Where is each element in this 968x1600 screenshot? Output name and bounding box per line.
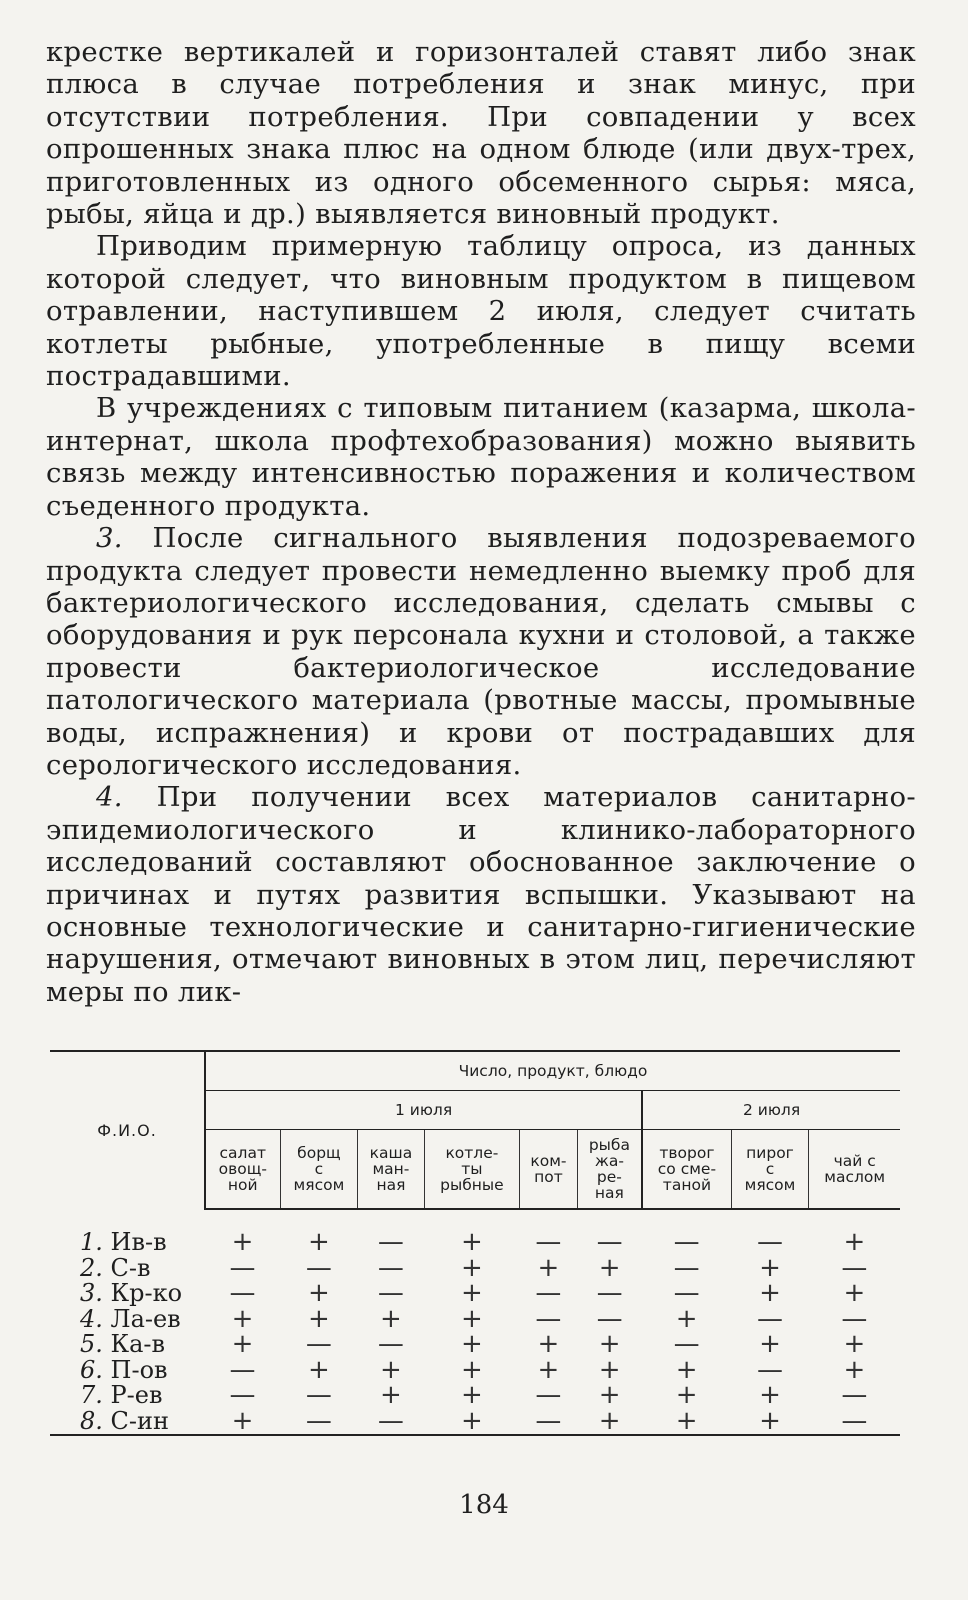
survey-table-wrapper bbox=[50, 1050, 900, 1436]
column-header-line: ная bbox=[376, 1176, 406, 1194]
row-name: С-в bbox=[102, 1253, 151, 1282]
column-header bbox=[280, 1130, 358, 1210]
consumption-mark: — bbox=[535, 1227, 562, 1257]
consumption-mark: + bbox=[598, 1329, 621, 1359]
page-number: 184 bbox=[459, 1490, 509, 1520]
consumption-mark: + bbox=[731, 1409, 809, 1436]
consumption-mark: + bbox=[461, 1380, 483, 1410]
column-header bbox=[642, 1130, 731, 1210]
consumption-mark: — bbox=[673, 1278, 700, 1308]
consumption-mark: + bbox=[598, 1354, 621, 1385]
row-number: 3. bbox=[80, 1279, 103, 1307]
fio-header: Ф.И.О. bbox=[50, 1051, 205, 1209]
consumption-mark: + bbox=[577, 1409, 642, 1436]
consumption-mark: — bbox=[377, 1278, 404, 1308]
paragraph: В учреждениях с типовым питанием (казарма, школа-интернат, школа профтехобразования) можно выявить связь между интенсивностью поражения и количеством съеденного продукта. bbox=[46, 392, 916, 522]
consumption-mark: — bbox=[377, 1252, 404, 1283]
consumption-mark: + bbox=[380, 1303, 402, 1334]
consumption-mark: + bbox=[642, 1409, 731, 1436]
column-header-line: рыбные bbox=[440, 1176, 504, 1194]
table-row bbox=[50, 1281, 900, 1307]
row-number: 5. bbox=[80, 1330, 103, 1358]
table-row bbox=[50, 1332, 900, 1358]
consumption-mark: + bbox=[231, 1329, 254, 1359]
paragraph-text: При получении всех материалов санитарно-эпидемиологического и клинико-лабораторного исследований составляют обоснованное заключение о причинах и путях развития вспышки. Указывают на основные технологические и санитарно-гигиенические нарушения, отмечают виновных в этом лиц, перечисляют меры по лик- bbox=[46, 781, 917, 1008]
column-header bbox=[809, 1130, 900, 1210]
consumption-mark: — bbox=[305, 1252, 332, 1283]
column-header bbox=[205, 1130, 280, 1210]
column-header-line: с bbox=[765, 1160, 775, 1178]
consumption-mark: + bbox=[759, 1252, 781, 1283]
consumption-mark: — bbox=[596, 1278, 623, 1308]
group-header: Число, продукт, блюдо bbox=[205, 1051, 900, 1091]
consumption-mark: — bbox=[305, 1329, 332, 1359]
column-header-line: таной bbox=[662, 1176, 712, 1194]
column-header-line: ре- bbox=[596, 1168, 622, 1186]
person-name bbox=[50, 1332, 205, 1358]
day-1-header: 1 июля bbox=[205, 1091, 642, 1130]
column-header-line: мясом bbox=[744, 1176, 796, 1194]
column-header-line: рыба bbox=[588, 1136, 630, 1154]
consumption-mark: — bbox=[841, 1252, 868, 1283]
paragraph: Приводим примерную таблицу опроса, из данных которой следует, что виновным продуктом в пищевом отравлении, наступившем 2 июля, следует считать котлеты рыбные, употребленные в пищу всеми пострадавшими. bbox=[46, 230, 916, 393]
consumption-mark: — bbox=[535, 1380, 562, 1410]
column-header-line: пирог bbox=[746, 1144, 794, 1162]
consumption-mark: + bbox=[675, 1354, 698, 1385]
consumption-mark: + bbox=[598, 1380, 621, 1410]
column-header-line: каша bbox=[369, 1144, 413, 1162]
column-header-line: мясом bbox=[293, 1176, 345, 1194]
paragraph: крестке вертикалей и горизонталей ставят либо знак плюса в случае потребления и знак минус, при отсутствии потребления. При совпадении у всех опрошенных знака плюс на одном блюде (или двух-трех, приготовленных из одного обсеменного сырья: мяса, рыбы, яйца и др.) выявляется виновный продукт. bbox=[46, 36, 916, 231]
person-name bbox=[50, 1304, 205, 1333]
column-header bbox=[424, 1130, 520, 1210]
column-header-line: котле- bbox=[445, 1144, 499, 1162]
row-name: Кр-ко bbox=[102, 1279, 183, 1307]
consumption-mark: + bbox=[461, 1354, 483, 1385]
consumption-mark: — bbox=[841, 1380, 868, 1410]
consumption-mark: + bbox=[759, 1278, 781, 1308]
paragraph-number: 3. bbox=[96, 522, 123, 555]
consumption-mark: + bbox=[461, 1329, 483, 1359]
column-header-line: салат bbox=[219, 1144, 266, 1162]
consumption-mark: — bbox=[673, 1227, 700, 1257]
consumption-mark: + bbox=[308, 1354, 330, 1385]
consumption-mark: — bbox=[673, 1329, 700, 1359]
row-number: 8. bbox=[80, 1406, 103, 1435]
consumption-mark: — bbox=[358, 1409, 424, 1436]
consumption-mark: + bbox=[843, 1227, 866, 1257]
consumption-mark: — bbox=[229, 1380, 256, 1410]
consumption-mark: — bbox=[841, 1303, 868, 1334]
table-row bbox=[50, 1230, 900, 1256]
consumption-mark: — bbox=[305, 1380, 332, 1410]
row-number: 1. bbox=[80, 1228, 103, 1256]
consumption-mark: — bbox=[757, 1354, 783, 1385]
consumption-mark: — bbox=[280, 1409, 358, 1436]
consumption-mark: + bbox=[308, 1303, 330, 1334]
consumption-mark: — bbox=[535, 1303, 562, 1334]
body-text bbox=[46, 36, 916, 1008]
row-number: 7. bbox=[80, 1381, 103, 1409]
consumption-mark: + bbox=[231, 1303, 254, 1334]
column-header-line: ная bbox=[594, 1184, 624, 1202]
column-header bbox=[731, 1130, 809, 1210]
consumption-mark: — bbox=[757, 1303, 783, 1334]
consumption-mark: — bbox=[535, 1278, 562, 1308]
person-name bbox=[50, 1406, 205, 1436]
consumption-mark: + bbox=[675, 1380, 698, 1410]
paragraph-text: После сигнального выявления подозреваемого продукта следует провести немедленно выемку проб для бактериологического исследования, сделать смывы с оборудования и рук персонала кухни и столовой, а также провести бактериологическое исследование патологического материала (рвотные массы, промывные воды, испражнения) и крови от пострадавших для серологического исследования. bbox=[46, 522, 916, 781]
consumption-mark: + bbox=[424, 1409, 520, 1436]
consumption-mark: — bbox=[596, 1303, 623, 1334]
column-header-line: жа- bbox=[594, 1152, 624, 1170]
table-row bbox=[50, 1383, 900, 1409]
consumption-mark: + bbox=[843, 1278, 866, 1308]
consumption-mark: — bbox=[757, 1227, 783, 1257]
numbered-paragraph bbox=[46, 781, 916, 1008]
consumption-mark: + bbox=[205, 1409, 280, 1436]
row-number: 2. bbox=[80, 1253, 103, 1282]
row-number: 6. bbox=[80, 1355, 103, 1384]
consumption-mark: + bbox=[308, 1278, 330, 1308]
consumption-mark: — bbox=[673, 1252, 700, 1283]
row-name: П-ов bbox=[102, 1355, 168, 1384]
consumption-mark: + bbox=[537, 1329, 560, 1359]
consumption-mark: + bbox=[759, 1329, 781, 1359]
consumption-mark: + bbox=[461, 1227, 483, 1257]
column-header-line: творог bbox=[659, 1144, 715, 1162]
row-name: Ка-в bbox=[102, 1330, 166, 1358]
column-header-line: ман- bbox=[372, 1160, 410, 1178]
column-header-line: с bbox=[314, 1160, 324, 1178]
consumption-mark: + bbox=[380, 1354, 402, 1385]
consumption-mark: + bbox=[675, 1303, 698, 1334]
row-name: Ла-ев bbox=[102, 1304, 181, 1333]
consumption-mark: — bbox=[229, 1252, 256, 1283]
table-body bbox=[50, 1209, 900, 1435]
survey-table bbox=[50, 1050, 900, 1436]
consumption-mark: + bbox=[759, 1380, 781, 1410]
column-header-line: маслом bbox=[824, 1168, 886, 1186]
consumption-mark: — bbox=[520, 1409, 577, 1436]
day-2-header: 2 июля bbox=[642, 1091, 900, 1130]
consumption-mark: + bbox=[380, 1380, 402, 1410]
table-header bbox=[50, 1051, 900, 1209]
paragraph-number: 4. bbox=[96, 781, 123, 814]
consumption-mark: — bbox=[377, 1329, 404, 1359]
consumption-mark: + bbox=[537, 1252, 560, 1283]
person-name bbox=[50, 1253, 205, 1282]
column-header bbox=[520, 1130, 577, 1210]
person-name bbox=[50, 1383, 205, 1409]
consumption-mark: — bbox=[229, 1278, 256, 1308]
person-name bbox=[50, 1230, 205, 1256]
column-header-line: со сме- bbox=[657, 1160, 717, 1178]
column-header bbox=[358, 1130, 424, 1210]
consumption-mark: + bbox=[231, 1227, 254, 1257]
column-header-line: ной bbox=[227, 1176, 258, 1194]
row-name: Р-ев bbox=[102, 1381, 163, 1409]
consumption-mark: — bbox=[377, 1227, 404, 1257]
person-name bbox=[50, 1281, 205, 1307]
consumption-mark: — bbox=[229, 1354, 256, 1385]
column-header-line: овощ- bbox=[218, 1160, 267, 1178]
consumption-mark: + bbox=[461, 1252, 483, 1283]
consumption-mark: + bbox=[461, 1303, 483, 1334]
person-name bbox=[50, 1355, 205, 1384]
consumption-mark: + bbox=[843, 1354, 866, 1385]
column-header-line: ком- bbox=[530, 1152, 567, 1170]
column-header bbox=[577, 1130, 642, 1210]
row-number: 4. bbox=[80, 1304, 103, 1333]
column-header-line: ты bbox=[461, 1160, 483, 1178]
consumption-mark: + bbox=[598, 1252, 621, 1283]
column-header-line: борщ bbox=[297, 1144, 341, 1162]
table-row bbox=[50, 1409, 900, 1436]
column-header-line: чай с bbox=[833, 1152, 876, 1170]
consumption-mark: + bbox=[843, 1329, 866, 1359]
consumption-mark: — bbox=[596, 1227, 623, 1257]
row-name: Ив-в bbox=[102, 1228, 167, 1256]
column-header-line: пот bbox=[534, 1168, 563, 1186]
consumption-mark: + bbox=[537, 1354, 560, 1385]
consumption-mark: + bbox=[461, 1278, 483, 1308]
row-name: С-ин bbox=[102, 1406, 169, 1435]
numbered-paragraph bbox=[46, 522, 916, 781]
consumption-mark: — bbox=[809, 1409, 900, 1436]
consumption-mark: + bbox=[308, 1227, 330, 1257]
